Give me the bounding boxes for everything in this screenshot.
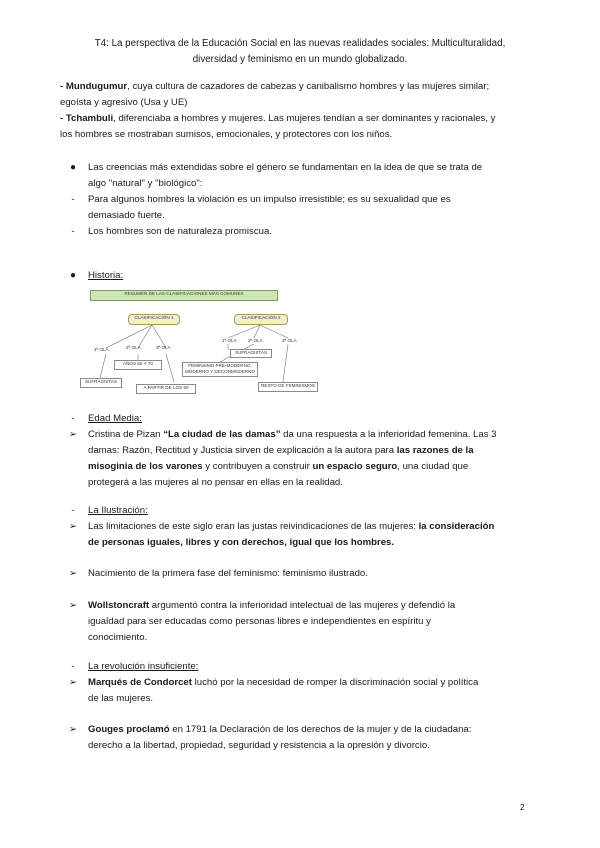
sufragistas-box: SUFRAGISTAS bbox=[230, 349, 272, 358]
ilustracion-heading: - La Ilustración: bbox=[88, 503, 528, 519]
clasificacion-2-box: CLASIFICACIÓN 2 bbox=[234, 314, 288, 325]
ola-label: 2ª OLA bbox=[248, 338, 263, 343]
bullet-dot-icon: ● bbox=[69, 270, 77, 281]
dash-icon: - bbox=[71, 194, 75, 205]
ola-label: 3ª OLA bbox=[156, 345, 171, 350]
list-item: - Los hombres son de naturaleza promiscua. bbox=[88, 224, 528, 240]
dash-icon: - bbox=[71, 226, 75, 237]
tchambuli-paragraph: - Tchambuli, diferenciaba a hombres y mujeres. Las mujeres tendían a ser dominantes y racionales, y los hombres se mostraban sumisos, emocionales, y protectores con los niños. bbox=[60, 113, 496, 140]
list-item: ● Las creencias más extendidas sobre el género se fundamentan en la idea de que se trata de algo "natural" y "biológico": bbox=[88, 160, 528, 192]
anios-60-70-box: AÑOS 60 Y 70 bbox=[114, 360, 162, 370]
ola-label: 1ª OLA bbox=[222, 338, 237, 343]
bullet-dot-icon: ● bbox=[69, 162, 77, 173]
sufragistas-box: SUFRAGISTAS bbox=[80, 378, 122, 388]
ola-label: 1ª OLA bbox=[94, 347, 109, 352]
arrow-bullet-icon: ➢ bbox=[68, 429, 78, 440]
feminismo-premoderno-box: FEMINISMO PRE-MODERNO, MODERNO Y DECONMODERNO bbox=[182, 362, 258, 377]
diagram-header: RESUMEN DE LAS CLASIFICACIONES MÁS COMUNES bbox=[90, 290, 278, 301]
list-item: ➢ Gouges proclamó en 1791 la Declaración de los derechos de la mujer y de la ciudadana: derecho a la libertad, propiedad, seguridad y resistencia a la opresión y divorcio. bbox=[88, 722, 528, 754]
historia-heading: ● Historia: bbox=[88, 268, 528, 284]
arrow-bullet-icon: ➢ bbox=[68, 568, 78, 579]
list-item: ➢ Las limitaciones de este siglo eran las justas reivindicaciones de las mujeres: la consideración de personas iguales, libres y con derechos, igual que los hombres. bbox=[88, 519, 528, 551]
ola-label: 2ª OLA bbox=[126, 345, 141, 350]
arrow-bullet-icon: ➢ bbox=[68, 521, 78, 532]
classification-diagram bbox=[78, 286, 318, 396]
ola-label: 3ª OLA bbox=[282, 338, 297, 343]
arrow-bullet-icon: ➢ bbox=[68, 677, 78, 688]
page-number: 2 bbox=[520, 803, 525, 812]
list-item: ➢ Nacimiento de la primera fase del feminismo: feminismo ilustrado. bbox=[88, 566, 528, 582]
clasificacion-1-box: CLASIFICACIÓN 1 bbox=[128, 314, 180, 325]
a-partir-90-box: A PARTIR DE LOS 90 bbox=[136, 384, 196, 394]
arrow-bullet-icon: ➢ bbox=[68, 724, 78, 735]
list-item: - Para algunos hombres la violación es un impulso irresistible; es su sexualidad que es demasiado fuerte. bbox=[88, 192, 528, 224]
dash-icon: - bbox=[71, 413, 75, 424]
dash-icon: - bbox=[71, 661, 75, 672]
arrow-bullet-icon: ➢ bbox=[68, 600, 78, 611]
revolucion-heading: - La revolución insuficiente: bbox=[88, 659, 528, 675]
edad-media-heading: - Edad Media: bbox=[88, 411, 528, 427]
list-item: ➢ Cristina de Pizan “La ciudad de las damas” da una respuesta a la inferioridad femenina. Las 3 damas: Razón, Rectitud y Justicia sirven de explicación a la autora para las razones de la misoginia de los varones y contribuyen a construir un espacio seguro, una ciudad que protegerá a las mujeres al no pensar en ellas en la realidad. bbox=[88, 427, 528, 491]
list-item: ➢ Marqués de Condorcet luchó por la necesidad de romper la discriminación social y política de las mujeres. bbox=[88, 675, 528, 707]
resto-feminismos-box: RESTO DE FEMINISMOS bbox=[258, 382, 318, 392]
list-item: ➢ Wollstoncraft argumentó contra la inferioridad intelectual de las mujeres y defendió la igualdad para ser educadas como personas libres e independientes en espíritu y conocimiento. bbox=[88, 598, 528, 646]
mundugumur-paragraph: - Mundugumur, cuya cultura de cazadores de cabezas y canibalismo hombres y las mujeres similar; egoísta y agresivo (Usa y UE) bbox=[60, 81, 490, 108]
document-title: T4: La perspectiva de la Educación Social en las nuevas realidades sociales: Multiculturalidad, diversidad y feminismo en un mundo globalizado. bbox=[94, 38, 506, 65]
dash-icon: - bbox=[71, 505, 75, 516]
